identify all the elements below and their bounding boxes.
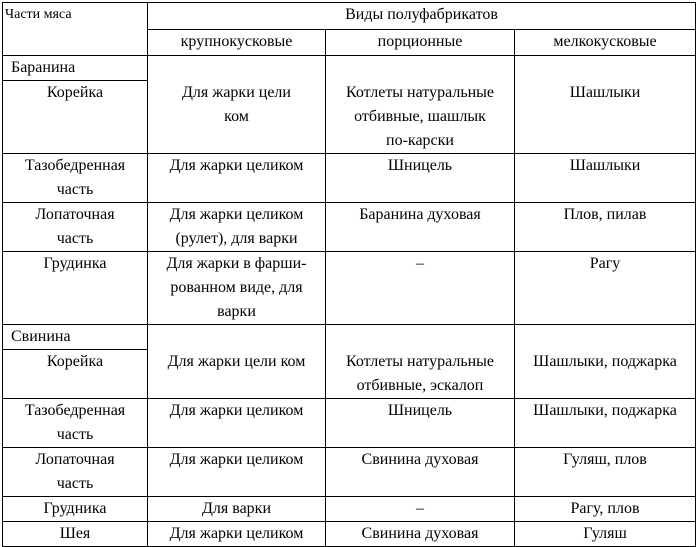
portion-pieces-cell: Свинина духовая xyxy=(326,522,515,547)
table-row xyxy=(3,203,696,252)
portion-pieces-cell: Котлеты натуральные отбивные, шашлык по-карски xyxy=(326,81,515,154)
portion-pieces-cell: Котлеты натуральные отбивные, эскалоп xyxy=(326,350,515,399)
table-row xyxy=(3,522,696,547)
group-row-pork xyxy=(3,325,696,350)
table-row xyxy=(3,252,696,325)
meat-part-cell: Лопаточная часть xyxy=(3,448,148,497)
header-meat-parts: Части мяса xyxy=(3,3,148,56)
large-pieces-cell: Для жарки целиком (рулет), для варки xyxy=(148,203,326,252)
meat-cuts-table xyxy=(2,2,696,547)
large-pieces-cell: Для жарки целиком xyxy=(148,154,326,203)
portion-pieces-cell: – xyxy=(326,252,515,325)
header-large-pieces: крупнокусковые xyxy=(148,30,326,56)
table-row xyxy=(3,81,696,154)
meat-part-cell: Корейка xyxy=(3,350,148,399)
meat-part-cell: Тазобедренная часть xyxy=(3,154,148,203)
header-semi-finished-types: Виды полуфабрикатов xyxy=(148,3,696,30)
large-pieces-cell: Для варки xyxy=(148,497,326,522)
small-pieces-cell: Рагу xyxy=(515,252,696,325)
meat-part-cell: Грудинка xyxy=(3,252,148,325)
portion-pieces-cell: Свинина духовая xyxy=(326,448,515,497)
small-pieces-cell: Гуляш xyxy=(515,522,696,547)
header-portion-pieces: порционные xyxy=(326,30,515,56)
portion-pieces-cell: Баранина духовая xyxy=(326,203,515,252)
group-row-lamb xyxy=(3,56,696,81)
large-pieces-cell: Для жарки цели ком xyxy=(148,81,326,154)
table-row xyxy=(3,497,696,522)
meat-part-cell: Корейка xyxy=(3,81,148,154)
small-pieces-cell: Шашлыки xyxy=(515,81,696,154)
large-pieces-cell: Для жарки в фарши- рованном виде, для варки xyxy=(148,252,326,325)
small-pieces-cell: Плов, пилав xyxy=(515,203,696,252)
large-pieces-cell: Для жарки целиком xyxy=(148,522,326,547)
meat-part-cell: Лопаточная часть xyxy=(3,203,148,252)
small-pieces-cell: Рагу, плов xyxy=(515,497,696,522)
meat-part-cell: Шея xyxy=(3,522,148,547)
group-label-pork: Свинина xyxy=(3,325,148,350)
header-small-pieces: мелкокусковые xyxy=(515,30,696,56)
small-pieces-cell: Шашлыки xyxy=(515,154,696,203)
meat-part-cell: Тазобедренная часть xyxy=(3,399,148,448)
table-row xyxy=(3,448,696,497)
group-label-lamb: Баранина xyxy=(3,56,148,81)
table-row xyxy=(3,154,696,203)
table-row xyxy=(3,350,696,399)
portion-pieces-cell: Шницель xyxy=(326,399,515,448)
small-pieces-cell: Гуляш, плов xyxy=(515,448,696,497)
small-pieces-cell: Шашлыки, поджарка xyxy=(515,399,696,448)
large-pieces-cell: Для жарки целиком xyxy=(148,448,326,497)
portion-pieces-cell: – xyxy=(326,497,515,522)
small-pieces-cell: Шашлыки, поджарка xyxy=(515,350,696,399)
table-row xyxy=(3,399,696,448)
meat-part-cell: Грудника xyxy=(3,497,148,522)
portion-pieces-cell: Шницель xyxy=(326,154,515,203)
header-row-top xyxy=(3,3,696,30)
large-pieces-cell: Для жарки целиком xyxy=(148,399,326,448)
large-pieces-cell: Для жарки цели ком xyxy=(148,350,326,399)
